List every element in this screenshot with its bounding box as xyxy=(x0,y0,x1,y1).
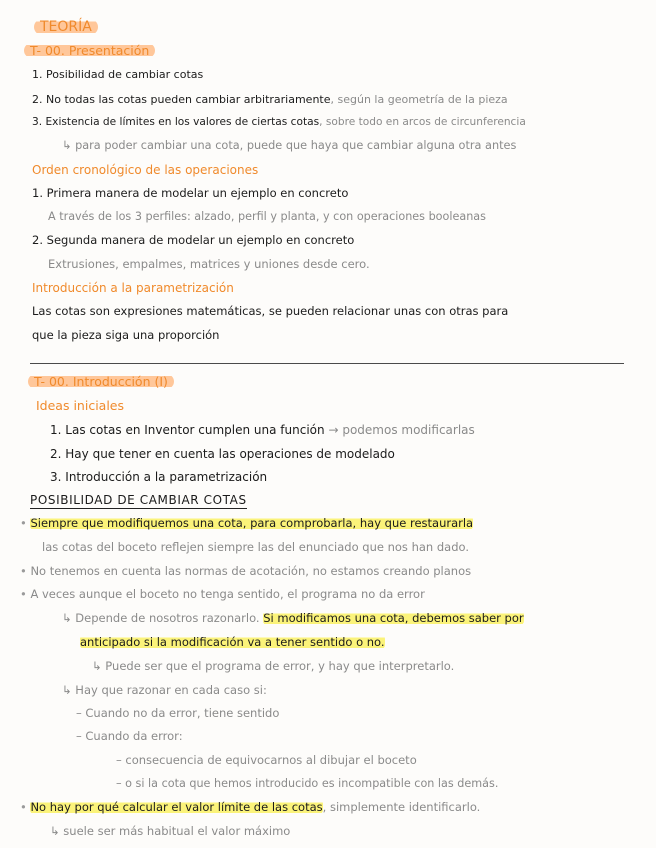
list-item: 3. Introducción a la parametrización xyxy=(50,470,268,484)
paragraph: Las cotas son expresiones matemáticas, se pueden relacionar unas con otras para xyxy=(32,304,509,318)
dash-icon: – xyxy=(116,777,122,790)
section-tag: TEORÍA xyxy=(34,20,98,34)
sub-note: Extrusiones, empalmes, matrices y uniones desde cero. xyxy=(48,257,370,271)
sub-note-continuation: anticipado si la modificación va a tener sentido o no. xyxy=(80,635,385,649)
dash-item: – o si la cota que hemos introducido es incompatible con las demás. xyxy=(116,777,499,790)
list-item: 1. Las cotas en Inventor cumplen una función → podemos modificarlas xyxy=(50,423,475,437)
section-divider xyxy=(30,363,624,364)
bullet-item: • A veces aunque el boceto no tenga sentido, el programa no da error xyxy=(20,587,425,601)
sub-arrow-icon: ↳ xyxy=(62,139,72,152)
sub-arrow-icon: ↳ xyxy=(50,824,60,838)
bullet-icon: • xyxy=(20,516,27,530)
bullet-icon: • xyxy=(20,564,27,578)
bullet-item: • Siempre que modifiquemos una cota, para comprobarla, hay que restaurarla xyxy=(20,516,474,530)
sub-note: ↳ suele ser más habitual el valor máximo xyxy=(50,824,291,838)
dash-icon: – xyxy=(76,729,82,743)
sub-arrow-icon: ↳ xyxy=(62,611,72,625)
heading-posibilidad: POSIBILIDAD DE CAMBIAR COTAS xyxy=(30,493,247,507)
list-item: 2. Segunda manera de modelar un ejemplo en concreto xyxy=(32,233,355,247)
bullet-item: • No hay por qué calcular el valor límite de las cotas, simplemente identificarlo. xyxy=(20,800,481,814)
sub-sub-note: ↳ Puede ser que el programa de error, y hay que interpretarlo. xyxy=(92,659,455,673)
section-title-introduccion: T- 00. Introducción (I) xyxy=(28,376,174,389)
section-title-presentacion: T- 00. Presentación xyxy=(24,45,155,58)
arrow-right-icon: → xyxy=(328,423,339,437)
sub-arrow-icon: ↳ xyxy=(92,659,102,673)
sub-note: ↳ Depende de nosotros razonarlo. Si modificamos una cota, debemos saber por xyxy=(62,611,524,625)
sub-note: A través de los 3 perfiles: alzado, perfil y planta, y con operaciones booleanas xyxy=(48,210,486,223)
bullet-icon: • xyxy=(20,800,27,814)
subtitle-ideas: Ideas iniciales xyxy=(36,398,125,413)
dash-icon: – xyxy=(116,753,122,767)
sub-note: ↳ para poder cambiar una cota, puede que haya que cambiar alguna otra antes xyxy=(62,139,517,152)
subtitle-parametrizacion: Introducción a la parametrización xyxy=(32,281,234,295)
list-item: 1. Posibilidad de cambiar cotas xyxy=(32,68,204,81)
dash-item: – Cuando no da error, tiene sentido xyxy=(76,706,280,720)
list-item: 2. No todas las cotas pueden cambiar arbitrariamente, según la geometría de la pieza xyxy=(32,93,508,106)
sub-arrow-icon: ↳ xyxy=(62,683,72,697)
bullet-icon: • xyxy=(20,587,27,601)
dash-item: – Cuando da error: xyxy=(76,729,183,743)
dash-icon: – xyxy=(76,706,82,720)
sub-note: ↳ Hay que razonar en cada caso si: xyxy=(62,683,267,697)
paragraph: que la pieza siga una proporción xyxy=(32,328,220,342)
dash-item: – consecuencia de equivocarnos al dibujar el boceto xyxy=(116,753,417,767)
list-item: 1. Primera manera de modelar un ejemplo en concreto xyxy=(32,186,349,200)
bullet-item: • No tenemos en cuenta las normas de acotación, no estamos creando planos xyxy=(20,564,472,578)
list-item: 2. Hay que tener en cuenta las operaciones de modelado xyxy=(50,447,395,461)
list-item: 3. Existencia de límites en los valores de ciertas cotas, sobre todo en arcos de circunferencia xyxy=(32,116,526,128)
subtitle-orden: Orden cronológico de las operaciones xyxy=(32,163,259,177)
bullet-continuation: las cotas del boceto reflejen siempre las del enunciado que nos han dado. xyxy=(42,540,469,554)
